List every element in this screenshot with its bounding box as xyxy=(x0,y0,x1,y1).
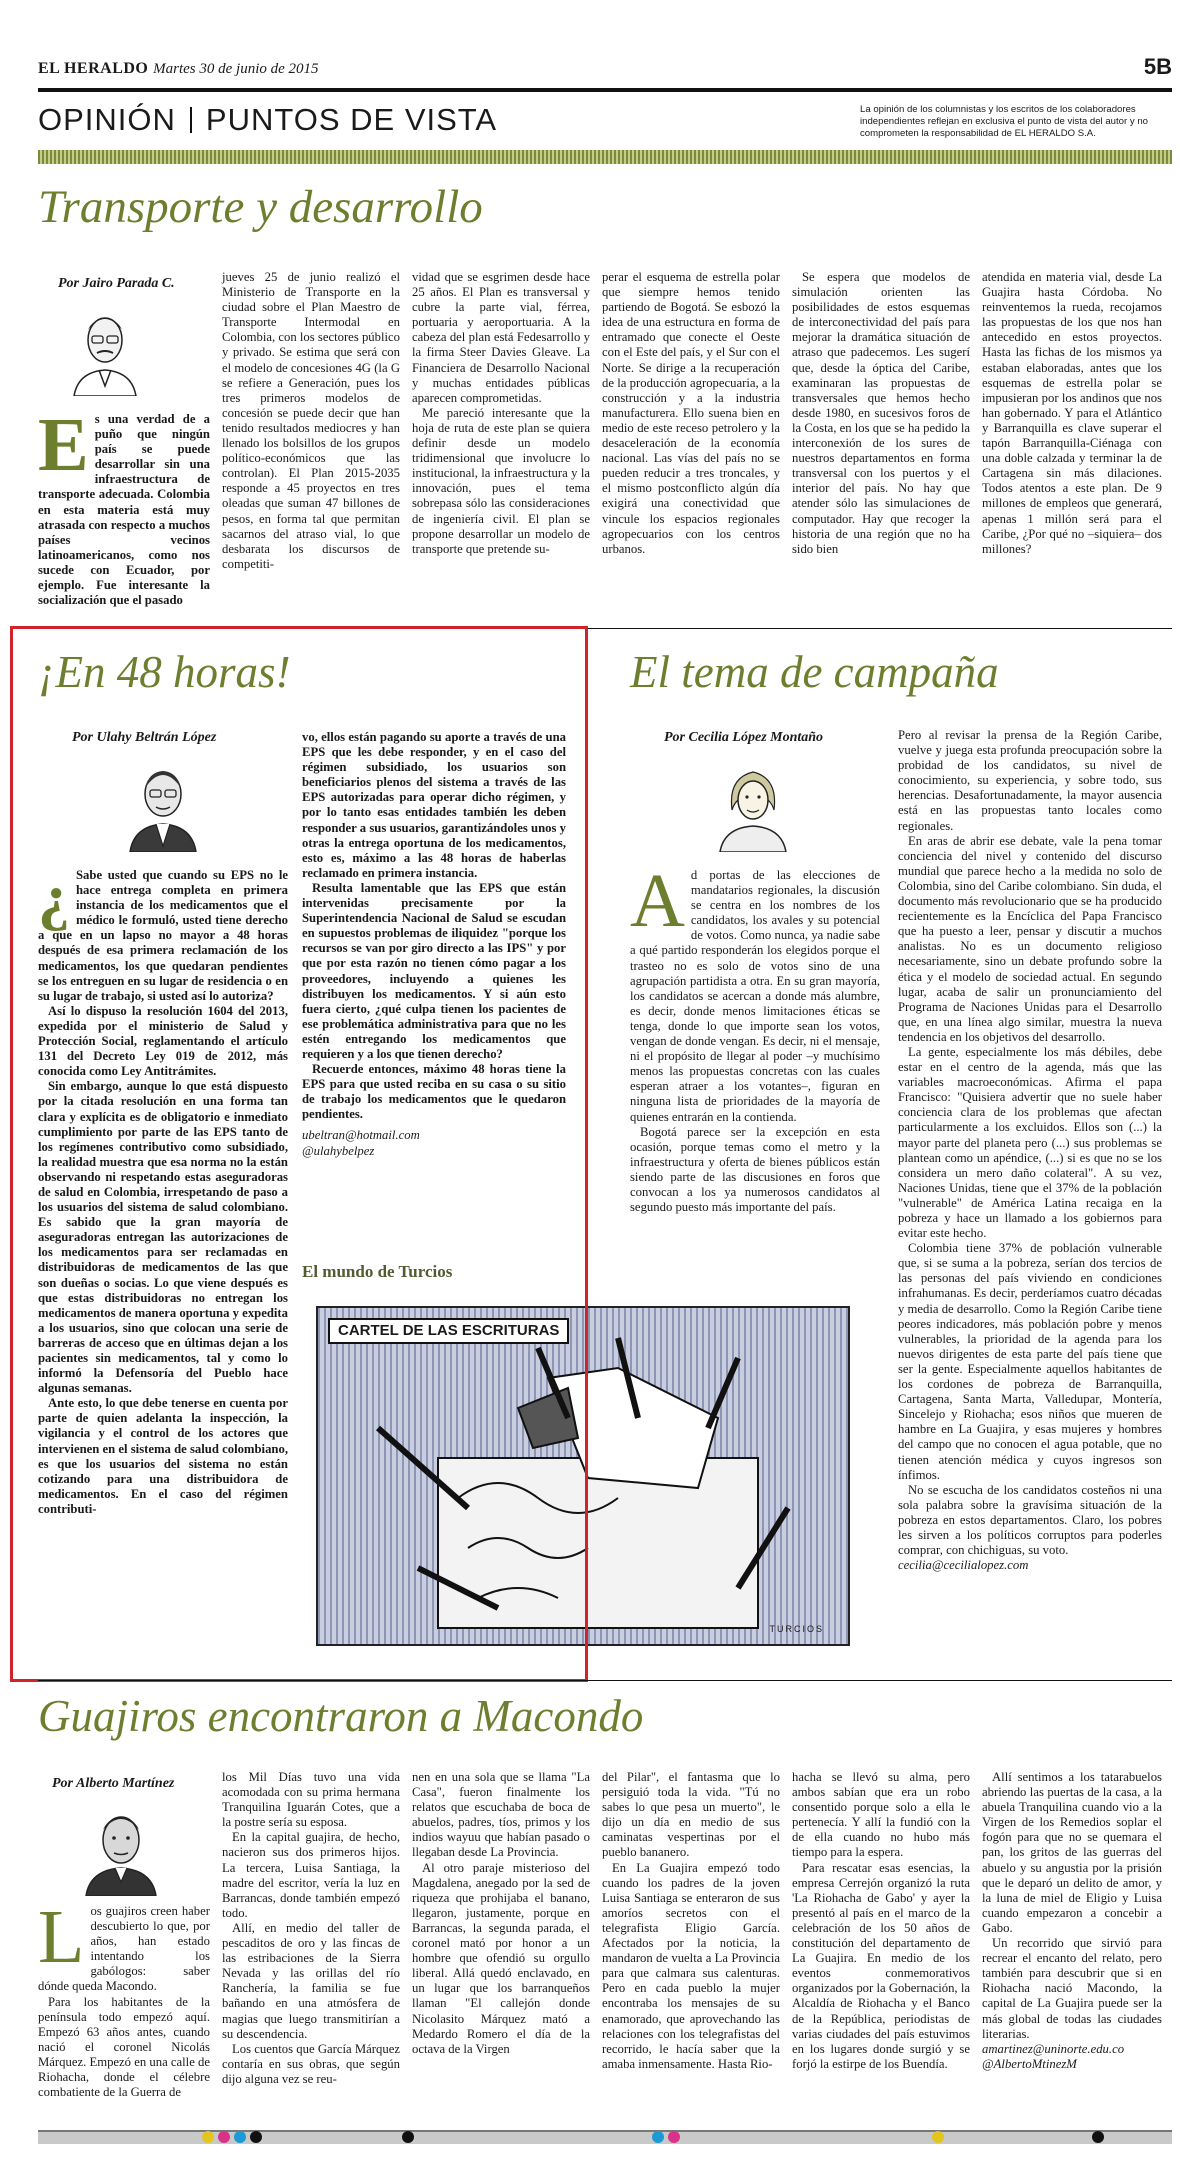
author-twitter: @ulahybelpez xyxy=(302,1143,375,1158)
author-email: amartinez@uninorte.edu.co xyxy=(982,2041,1125,2056)
paragraph: En la capital guajira, de hecho, nacieron sus dos primeros hijos. La tercera, Luisa Santiaga, la madre del escritor, vería la luz en Barrancas, donde también empezó todo. xyxy=(222,1830,400,1920)
author-email: ubeltran@hotmail.com xyxy=(302,1128,420,1143)
paragraph: hacha se llevó su alma, pero ambos sabían que era un robo consentido porque solo a ella le pertenecía. Y allí la fundió con la de ella cuando no hubo más tiempo para la espera. xyxy=(792,1770,970,1860)
article4-col4 xyxy=(602,1770,780,2072)
byline-cecilia-lopez: Por Cecilia López Montaño xyxy=(664,730,824,745)
section-separator xyxy=(190,107,192,133)
article2-col1 xyxy=(38,861,288,1517)
paragraph: Se espera que modelos de simulación orienten las posibilidades de estos esquemas de interconectividad del país para mejorar la dramática situación de atraso que padecemos. Les sugerí que, desde la óptica del Caribe, examinaran las propuestas de transversales que hemos hecho desde 1980, en sucesivos foros de la Costa, en los que se ha pedido la interconexión de los sures de nuestros departamentos en forma transversal con los puertos y el interior del país. No hay que atender sólo las simulaciones de computador. Hay que recoger la historia de una región que no ha sido bien xyxy=(792,270,970,556)
author-portrait xyxy=(64,300,146,396)
dropcap: E xyxy=(38,403,89,487)
article4-col3 xyxy=(412,1770,590,2057)
paragraph: nen en una sola que se llama "La Casa", fueron finalmente los relatos que escuchaba de boca de abuelos, padres, tíos, primos y los indios wayuu que habían pasado o llegaban desde La Provincia. xyxy=(412,1770,590,1860)
issue-date: Martes 30 de junio de 2015 xyxy=(153,61,319,77)
paragraph: Así lo dispuso la resolución 1604 del 2013, expedida por el ministerio de Salud y Protección Social, reglamentando el artículo 131 del Decreto Ley 019 de 2012, más conocida como Ley Antitrámites. xyxy=(38,1003,288,1079)
color-registration-bar xyxy=(38,2130,1172,2144)
article-divider xyxy=(38,1680,1172,1681)
paragraph: Allí sentimos a los tatarabuelos abriendo las puertas de la casa, a la abuela Tranquilina cuando vio a la Virgen de los Remedios soplar el fogón para que no se quemara el pan, los gritos de las guerras del abuelo y su angustia por la prisión que le deparó un delito de amor, y la luna de miel de Eligio y Luisa cuando empezaron a concebir a Gabo. xyxy=(982,1770,1162,1935)
article4-col6 xyxy=(982,1770,1162,2072)
section-stripe xyxy=(38,150,1172,164)
byline-alberto-martinez: Por Alberto Martínez xyxy=(52,1776,175,1791)
paragraph: Colombia tiene 37% de población vulnerable que, si se suma a la pobreza, serían dos tercios de las personas del país viviendo en condiciones infrahumanas. Es decir, perderíamos cuatro décadas y media de desarrollo. Como la Región Caribe tiene peores indicadores, más población pobre y menos vulnerables, la prioridad de la agenda para los nuevos dirigentes de esta parte del país tiene que ser la gente. Especialmente aquellos habitantes de los cordones de pobreza de Barranquilla, Cartagena, Santa Marta, Valledupar, Montería, Sincelejo y Riohacha; esos niños que mueren de hambre en La Guajira, y esas mujeres y hombres del campo que no conocen el agua potable, que no tienen atención médica y cuyos ingresos son ínfimos. xyxy=(898,1241,1162,1482)
article3-col1 xyxy=(630,859,880,1215)
author-portrait xyxy=(80,1800,162,1896)
paragraph: Sabe usted que cuando su EPS no le hace entrega completa en primera instancia de los medicamentos que el médico le formuló, usted tiene derecho a que en un lapso no mayor a 48 horas después de esa primera reclamación de los medicamentos, los que quedaran pendientes se los entreguen en su lugar de residencia o en su lugar de trabajo, si usted así lo autoriza? xyxy=(38,868,288,1003)
article-title-tema-campana: El tema de campaña xyxy=(630,647,999,697)
paragraph: Sin embargo, aunque lo que está dispuesto por la citada resolución en una forma tan clara y explícita es de obligatorio e inmediato cumplimiento por parte de las EPS tanto de los regímenes contributivo como subsidiado, la realidad muestra que esa norma no la están observando ni respetando estas aseguradoras de salud en Colombia, irrespetando de paso a los usuarios del sistema de salud colombiano. Es sabido que la gran mayoría de aseguradoras entregan las autorizaciones de los medicamentos para ser reclamadas en distribuidoras de medicamentos de las que son dueñas o socias. Lo que viene después es que estas distribuidoras no entregan los medicamentos de manera oportuna y expedita a los usuarios, sino que colocan una serie de barreras de acceso que en últimas dejan a los pacientes sin medicamentos, tal y como lo informó la Defensoría del Pueblo hace algunas semanas. xyxy=(38,1079,288,1396)
author-email: cecilia@cecilialopez.com xyxy=(898,1558,1029,1573)
article4-col2 xyxy=(222,1770,400,2087)
article-title-48-horas: ¡En 48 horas! xyxy=(38,647,291,697)
article4-col5 xyxy=(792,1770,970,2072)
paragraph: del Pilar", el fantasma que lo persiguió toda la vida. "Tú no sabes lo que pesa un muerto", le dijo un día en medio de sus caminatas vespertinas por el pueblo bananero. xyxy=(602,1770,780,1860)
paragraph: Al otro paraje misterioso del Magdalena, anegado por la sed de riqueza que prohijaba el banano, llegaron, justamente, porque en Barrancas, la segunda parada, el coronel mató por honor a un hombre que ofendió su orgullo liberal. Allá quedó enclavado, en un lugar que los barranqueños llaman "El callejón donde Nicolasito Márquez mató a Medardo Romero el día de la octava de la Virgen xyxy=(412,1860,590,2056)
dropcap: ¿ xyxy=(38,861,70,932)
section-opinion: OPINIÓN xyxy=(38,102,176,137)
paragraph: Un recorrido que sirvió para recrear el encanto del relato, pero también para descubrir que si en Riohacha nació Macondo, la capital de La Guajira puede ser la más global de todas las ciudades literarias. xyxy=(982,1936,1162,2041)
paragraph: los Mil Días tuvo una vida acomodada con su prima hermana Tranquilina Iguarán Cotes, que a la postre sería su esposa. xyxy=(222,1770,400,1830)
paragraph: Ante esto, lo que debe tenerse en cuenta por parte de quien adelanta la inspección, la vigilancia y el control de los actores que intervienen en el sistema de salud colombiano, es que los usuarios del sistema no están cotizando para una distribuidora de medicamentos. En el caso del régimen contributi- xyxy=(38,1396,288,1516)
article1-col5 xyxy=(792,270,970,557)
article1-col6 xyxy=(982,270,1162,557)
paragraph: vidad que se esgrimen desde hace 25 años. El Plan es transversal y cubre la parte vial, férrea, portuaria y aeroportuaria. A la cabeza del plan está Fedesarrollo y la firma Steer Davies Gleave. La Financiera de Desarrollo Nacional y muchas entidades públicas aparecen comprometidas. xyxy=(412,270,590,405)
paragraph: atendida en materia vial, desde La Guajira hasta Córdoba. No reinventemos la rueda, recojamos las propuestas de los que nos han antecedido en estos proyectos. Hasta las fichas de los mismos ya estaban elaboradas, antes que los esquemas de estrella polar se impusieran por los andinos que nos han gobernado. Y para el Atlántico y Barranquilla es clave superar el tapón Barranquilla-Ciénaga con una doble calzada y terminar la de Cartagena sin más dilaciones. Todos atentos a este plan. De 9 millones de empleos que generará, apenas 1 millón será para el Caribe, ¿Por qué no –siquiera– dos millones? xyxy=(982,270,1162,556)
paragraph: Pero al revisar la prensa de la Región Caribe, vuelve y juega esta profunda preocupación sobre la probidad de los candidatos, su nivel de conocimiento, su experiencia, y sobre todo, sus herencias. Desafortunadamente, la mayor ausencia está en las propuestas tanto locales como regionales. xyxy=(898,728,1162,833)
paragraph: Los cuentos que García Márquez contaría en sus obras, que según dijo alguna vez se reu- xyxy=(222,2041,400,2086)
article-title-guajiros-macondo: Guajiros encontraron a Macondo xyxy=(38,1691,644,1741)
cartoonist-signature: TURCIOS xyxy=(769,1624,824,1634)
masthead-rule xyxy=(38,88,1172,92)
paragraph: Recuerde entonces, máximo 48 horas tiene la EPS para que usted reciba en su casa o su sitio de trabajo los medicamentos que le quedaron pendientes. xyxy=(302,1062,566,1122)
paragraph: Para los habitantes de la península todo empezó aquí. Empezó 63 años antes, cuando nació el coronel Nicolás Márquez. Empezó en una calle de Riohacha, donde el célebre combatiente de la Guerra de xyxy=(38,1994,210,2100)
paragraph: s una verdad de a puño que ningún país se puede desarrollar sin una infraestructura de transporte adecuada. Colombia en esta materia está muy atrasada con respecto a muchos países vecinos latinoamericanos, como nos sucede con Ecuador, por ejemplo. Fue interesante la socialización que el pasado xyxy=(38,412,210,608)
author-twitter: @AlbertoMtinezM xyxy=(982,2056,1077,2071)
paragraph: La gente, especialmente los más débiles, debe estar en el centro de la agenda, más que las variables macroeconómicas. Afirma el papa Francisco: "Quisiera advertir que no suele haber conciencia clara de los problemas que afectan particularmente a los excluidos. Ellos son (...) la mayor parte del planeta pero (...) sus problemas se plantean como un apéndice, (...) si es que no se los considera un mero daño colateral". A su vez, Naciones Unidas, tiene que el 37% de la población "vulnerable" de América Latina recaiga en la pobreza y hace un llamado a los gobiernos para evitar este hecho. xyxy=(898,1044,1162,1241)
section-title xyxy=(38,102,497,138)
cartoon-section-title: El mundo de Turcios xyxy=(302,1262,453,1281)
editorial-cartoon xyxy=(316,1306,850,1646)
paragraph: Bogotá parece ser la excepción en esta ocasión, porque temas como el metro y la infraestructura y oferta de bienes públicos están siendo parte de las discusiones en foros que convocan a los ya numerosos candidatos al segundo puesto más importante del país. xyxy=(630,1124,880,1215)
paragraph: vo, ellos están pagando su aporte a través de una EPS que les debe responder, y en el caso del régimen subsidiado, los usuarios son beneficiarios plenos del sistema a través de las EPS autorizadas para operar dicho régimen, y por lo tanto esas entidades también les deben responder a sus usuarios, garantizándoles unos y otras la entrega oportuna de los medicamentos, esto es, máximo a las 48 horas de haberlas reclamado en primera instancia. xyxy=(302,730,566,880)
section-disclaimer: La opinión de los columnistas y los escritos de los colaboradores independientes reflejan en exclusiva el punto de vista del autor y no comprometen la responsabilidad de EL HERALDO S.A. xyxy=(860,104,1149,139)
article1-col2 xyxy=(222,270,400,572)
paragraph: No se escucha de los candidatos costeños ni una sola palabra sobre la gravísima situación de la pobreza en estos departamentos. Claro, los pobres les sirven a los políticos corruptos para poderles comprar, con chichiguas, su voto. xyxy=(898,1482,1162,1558)
article4-col1 xyxy=(38,1895,210,2100)
article2-col2 xyxy=(302,730,566,1159)
byline-ulahy-beltran: Por Ulahy Beltrán López xyxy=(72,730,217,745)
paragraph: jueves 25 de junio realizó el Ministerio de Transporte en la ciudad sobre el Plan Maestro de Transporte Intermodal en Colombia, con los sectores público y privado. Se estima que será con el modelo de concesiones 4G (la G se refiere a Generación, pues los tres primeros modelos de concesión se puede decir que han tenido resultados mediocres y han llenado los bolsillos de los grupos político-económicos que las controlan). El Plan 2015-2035 responde a 45 proyectos en tres oleadas que suman 47 billones de pesos, en forma tal que permitan sacarnos del atraso vial, lo que desbarata los discursos de competiti- xyxy=(222,270,400,571)
paragraph: Allí, en medio del taller de pescaditos de oro y las fincas de las estribaciones de la Sierra Nevada y las orillas del río Ranchería, la familia se fue bañando en una atmósfera de magias que luego transmitirían a su descendencia. xyxy=(222,1920,400,2041)
paragraph: En La Guajira empezó todo cuando los padres de la joven Luisa Santiaga se enteraron de sus amoríos secretos con el telegrafista Eligio García. Afectados por la noticia, la mandaron de vuelta a La Provincia para que calmara sus calenturas. Pero en cada pueblo la mujer encontraba los mensajes de su enamorado, que aprovechando las relaciones con los telegrafistas del recorrido, le hacía saber que la amaba inmensamente. Hasta Rio- xyxy=(602,1860,780,2071)
masthead xyxy=(38,54,1172,80)
article-divider xyxy=(38,628,1172,629)
dropcap: A xyxy=(630,859,685,943)
article-title-transporte: Transporte y desarrollo xyxy=(38,181,483,233)
article1-col1 xyxy=(38,403,210,608)
author-portrait xyxy=(712,756,794,852)
dropcap: L xyxy=(38,1895,85,1979)
paragraph: os guajiros creen haber descubierto lo que, por años, han estado intentando los gabólogos: saber dónde queda Macondo. xyxy=(38,1904,210,1994)
article3-col2 xyxy=(898,728,1162,1573)
cartoon-drawing xyxy=(318,1308,850,1646)
paragraph: Me pareció interesante que la hoja de ruta de este plan se quiera definir desde un modelo tridimensional que involucre lo institucional, la infraestructura y la innovación, pues el tema sobrepasa sólo las consideraciones de ingeniería civil. El plan se propone desarrollar un modelo de transporte que pretende su- xyxy=(412,405,590,556)
article1-col4 xyxy=(602,270,780,557)
masthead-left xyxy=(38,59,319,77)
paragraph: Para rescatar esas esencias, la empresa Cerrejón organizó la ruta 'La Riohacha de Gabo' y ayer la presentó al país en el marco de la celebración de los 50 años de constitución del departamento de La Guajira. En medio de los eventos conmemorativos organizados por la Gobernación, la Alcaldía de Riohacha y el Banco de la República, periodistas de varias ciudades del país estuvimos en los lugares donde surgió y se forjó la estirpe de los Buendía. xyxy=(792,1860,970,2071)
article1-col3 xyxy=(412,270,590,557)
paragraph: d portas de las elecciones de mandatarios regionales, la discusión se centra en los nombres de los candidatos, los avales y su potencial de votos. Como nunca, ya nadie sabe a qué partido responderán los elegidos porque el trasteo no es solo de votos sino de una agrupación partidista a otra. En su gran mayoría, los candidatos se acercan a donde más alumbre, es decir, donde menos limitaciones éticas se tenga, donde lo que importe sean los votos, vengan de donde vengan. Es decir, ni el mensaje, ni el propósito de llegar al poder –y muchísimo menos las propuestas concretas con las cuales esperan atraer a los votantes–, figuran en ninguna lista de prioridades de la mayoría de quienes entrarán en la contienda. xyxy=(630,868,880,1124)
paragraph: En aras de abrir ese debate, vale la pena tomar conciencia del nivel y contenido del discurso mundial que parece hecho a la medida no solo de Colombia, sino del Caribe colombiano. Sin duda, el documento más revolucionario que se ha producido recientemente es la Encíclica del Papa Francisco que ha puesto a leer, pensar y discutir a muchos analistas. No es un documento religioso necesariamente, sino un debate profundo sobre la ética y el modelo de sociedad actual. En segundo lugar, acaba de salir un pronunciamiento del Programa de Naciones Unidas para el Desarrollo que, en una línea algo similar, muestra la nueva tendencia en los objetivos del desarrollo. xyxy=(898,833,1162,1044)
paragraph: perar el esquema de estrella polar que siempre hemos tenido partiendo de Bogotá. Se esbozó la idea de una estructura en forma de entramado que conecte el Oeste con el Este del país, y el Sur con el Norte. Se dirige a la recuperación de la producción agropecuaria, a la construcción y a la industria manufacturera. Ello suena bien en medio de este receso petrolero y la desaceleración de la economía nacional. Las vías del país no se pueden reducir a tres troncales, y el mismo postconflicto algún día exigirá una conectividad que vincule los espacios regionales agropecuarios con los centros urbanos. xyxy=(602,270,780,556)
page-number: 5B xyxy=(1143,54,1172,79)
paragraph: Resulta lamentable que las EPS que están intervenidas precisamente por la Superintendencia Nacional de Salud se escudan en supuestos problemas de iliquidez "porque los recursos se van por giro directo a las IPS" y por que por esta razón no tienen cómo pagar a los proveedores, incluyendo a quienes les distribuyen los medicamentos. Y si aún esto fuera cierto, ¿qué culpa tienen los pacientes de ese problemática administrativa para que no les estén entregando los medicamentos que requieren y a los que tienen derecho? xyxy=(302,880,566,1061)
byline-jairo-parada: Por Jairo Parada C. xyxy=(58,276,175,291)
author-portrait xyxy=(122,756,204,852)
section-puntos-de-vista: PUNTOS DE VISTA xyxy=(205,102,498,137)
paper-name: EL HERALDO xyxy=(38,60,149,77)
cartoon-label: CARTEL DE LAS ESCRITURAS xyxy=(328,1318,569,1344)
